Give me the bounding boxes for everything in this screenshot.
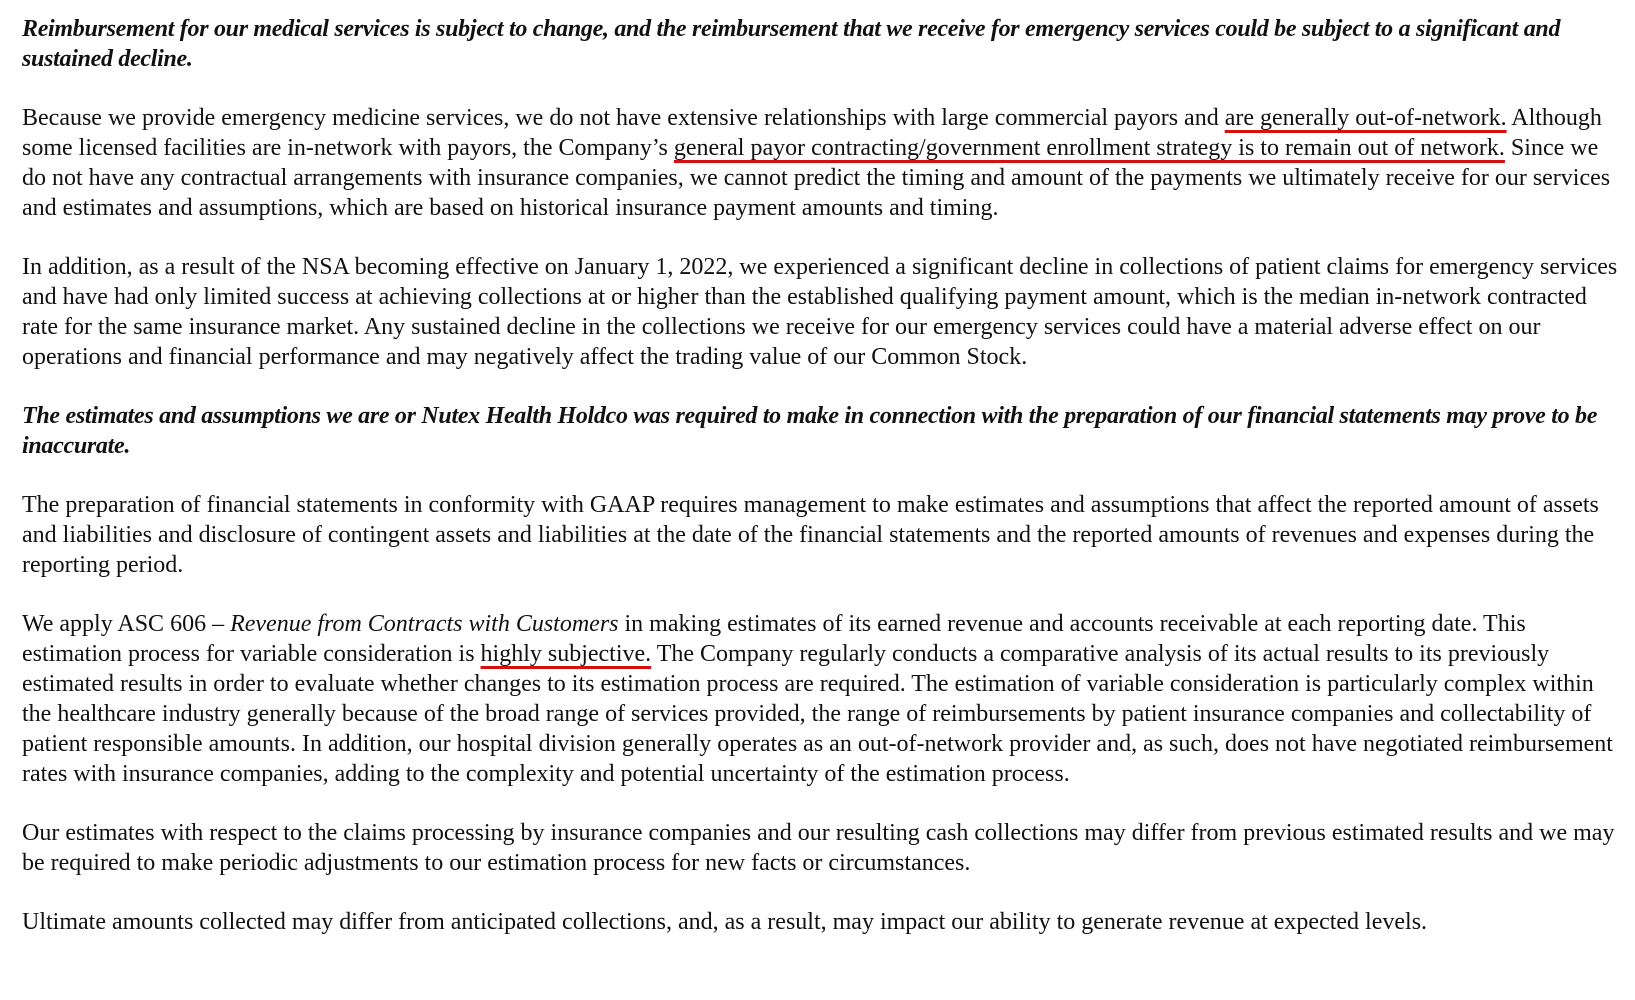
handwritten-underline-subjective: highly subjective. bbox=[480, 641, 652, 667]
text-run: We apply ASC 606 – bbox=[22, 611, 231, 637]
text-run: Since we do not have any contractual arrangements with insurance companies, we cannot predict the timing and amount of the payments we ultimately receive for our services and estimates and assumptions, which are based on historical insurance payment amounts and timing. bbox=[22, 135, 1611, 221]
text-run: in making estimates of its earned revenue and accounts receivable at each reporting date. This estimation process for variable consideration is bbox=[22, 611, 1526, 667]
text-run: The Company regularly conducts a comparative analysis of its actual results to its previously estimated results in order to evaluate whether changes to its estimation process are required. The estimation of variable consideration is particularly complex within the healthcare industry generally because of the broad range of services provided, the range of reimbursements by patient insurance companies and collectability of patient responsible amounts. In addition, our hospital division generally operates as an out-of-network provider and, as such, does not have negotiated reimbursement rates with insurance companies, adding to the complexity and potential uncertainty of the estimation process. bbox=[22, 641, 1613, 787]
document-page bbox=[22, 14, 1622, 966]
paragraph-nsa: In addition, as a result of the NSA becoming effective on January 1, 2022, we experienced a significant decline in collections of patient claims for emergency services and have had only limited success at achieving collections at or higher than the established qualifying payment amount, which is the median in-network contracted rate for the same insurance market. Any sustained decline in the collections we receive for our emergency services could have a material adverse effect on our operations and financial performance and may negatively affect the trading value of our Common Stock. bbox=[22, 254, 1618, 370]
paragraph-out-of-network bbox=[22, 103, 1622, 223]
paragraph-asc-606 bbox=[22, 609, 1622, 789]
paragraph-ultimate-amounts: Ultimate amounts collected may differ from anticipated collections, and, as a result, may impact our ability to generate revenue at expected levels. bbox=[22, 909, 1428, 935]
handwritten-underline-out-of-network: are generally out-of-network. bbox=[1224, 105, 1507, 131]
text-run: Although some licensed facilities are in-network with payors, the Company’s bbox=[22, 105, 1602, 161]
section-heading-reimbursement: Reimbursement for our medical services is subject to change, and the reimbursement that we receive for emergency services could be subject to a significant and sustained decline. bbox=[22, 16, 1561, 72]
text-run: Because we provide emergency medicine services, we do not have extensive relationships with large commercial payors and bbox=[22, 105, 1225, 131]
paragraph-gaap: The preparation of financial statements in conformity with GAAP requires management to make estimates and assumptions that affect the reported amount of assets and liabilities and disclosure of contingent assets and liabilities at the date of the financial statements and the reported amounts of revenues and expenses during the reporting period. bbox=[22, 492, 1599, 578]
handwritten-underline-strategy: general payor contracting/government enrollment strategy is to remain out of network. bbox=[673, 135, 1505, 161]
section-heading-estimates: The estimates and assumptions we are or Nutex Health Holdco was required to make in connection with the preparation of our financial statements may prove to be inaccurate. bbox=[22, 403, 1598, 459]
paragraph-claims-processing: Our estimates with respect to the claims processing by insurance companies and our resulting cash collections may differ from previous estimated results and we may be required to make periodic adjustments to our estimation process for new facts or circumstances. bbox=[22, 820, 1615, 876]
standard-title: Revenue from Contracts with Customers bbox=[230, 611, 619, 637]
